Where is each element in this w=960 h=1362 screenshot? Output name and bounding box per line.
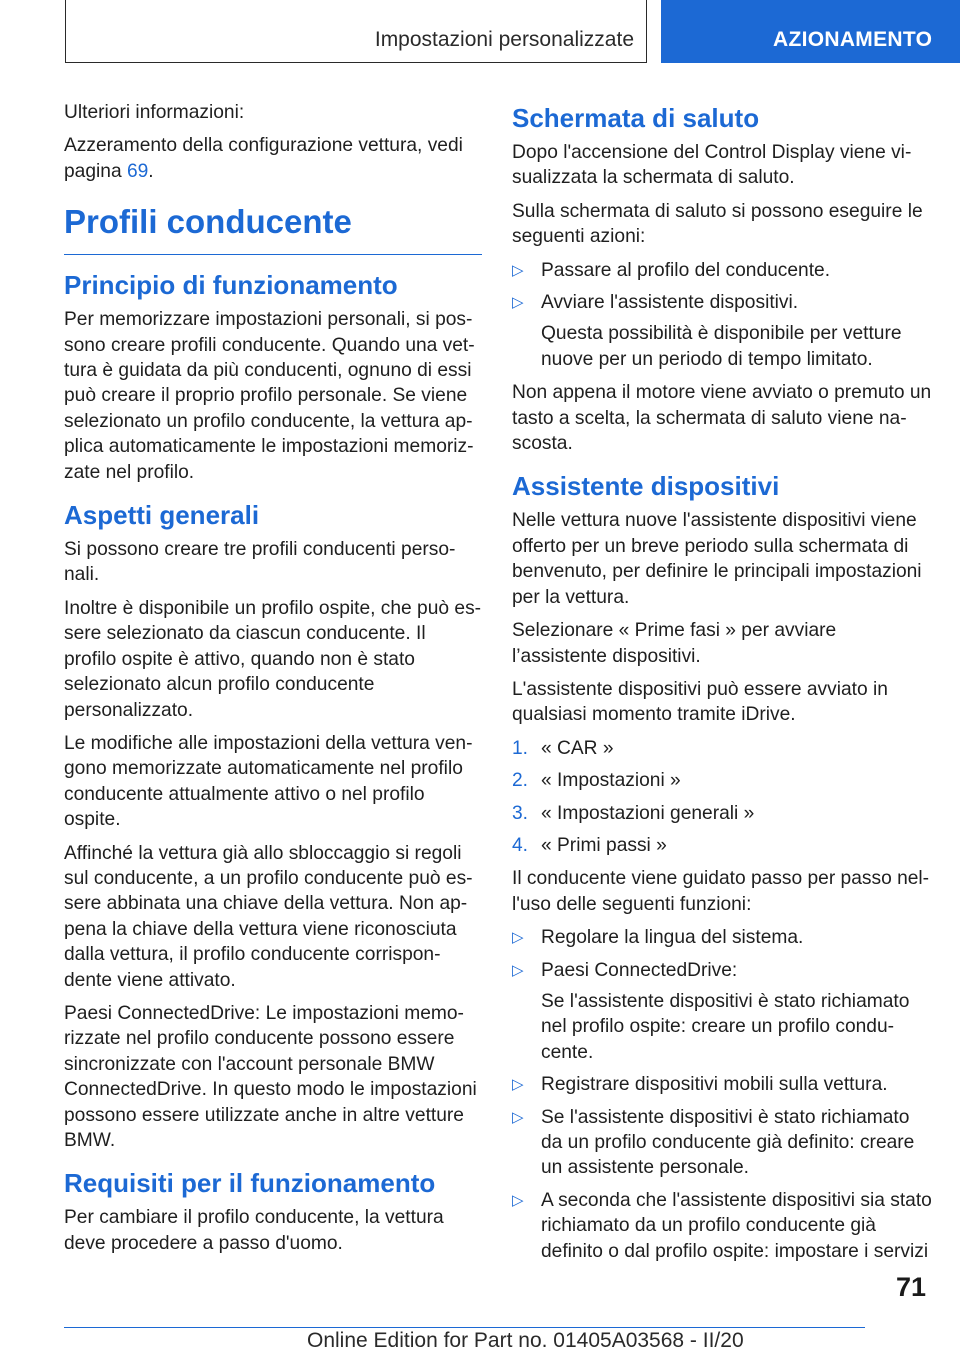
assistente-text-4: Il conducente viene guidato passo per passo nel-l'uso delle seguenti funzioni: <box>512 868 930 915</box>
list-item: ▷ Paesi ConnectedDrive: Se l'assistente dispositivi è stato richiamato nel profilo ospite: creare un profilo condu-cente. <box>512 958 932 1066</box>
list-item: ▷ Registrare dispositivi mobili sulla vettura. <box>512 1072 932 1097</box>
reset-reference: Azzeramento della configurazione vettura, vedi pagina 69. <box>64 135 463 182</box>
aspetti-heading: Aspetti generali <box>64 500 260 531</box>
list-item: ▷ Se l'assistente dispositivi è stato richiamato da un profilo conducente già definito: creare un assistente personale. <box>512 1106 915 1179</box>
more-info-label: Ulteriori informazioni: <box>64 102 245 123</box>
list-item: ▷ Regolare la lingua del sistema. <box>512 925 932 950</box>
step-number: 4. <box>512 834 529 856</box>
section-title: Impostazioni personalizzate <box>374 28 634 51</box>
functions-list <box>512 925 932 1264</box>
step-number: 2. <box>512 770 529 792</box>
chapter-tab-label: AZIONAMENTO <box>773 28 933 51</box>
aspetti-text-5: Paesi ConnectedDrive: Le impostazioni memo-rizzate nel profilo conducente possono essere sincronizzate con l'account personale BMW ConnectedDrive. In questo modo le impostazioni possono essere utilizzate anche in altre vetture BMW. <box>64 1002 477 1151</box>
triangle-bullet-icon: ▷ <box>512 929 524 947</box>
triangle-bullet-icon: ▷ <box>512 1076 524 1094</box>
page-number: 71 <box>895 1272 926 1302</box>
edition-footer: Online Edition for Part no. 01405A03568 - II/20 <box>307 1329 744 1352</box>
step-item: 3. « Impostazioni generali » <box>512 801 932 826</box>
assistente-text-1: Nelle vettura nuove l'assistente dispositivi viene offerto per un breve periodo sulla schermata di benvenuto, per definire le principali impostazioni per la vettura. <box>512 510 922 608</box>
chapter-tab[interactable] <box>661 0 960 63</box>
requisiti-heading: Requisiti per il funzionamento <box>64 1168 436 1199</box>
left-column <box>64 100 482 1264</box>
aspetti-text-4: Affinché la vettura già allo sbloccaggio si regoli sul conducente, a un profilo conducente può es-sere abbinata una chiave della vettura. Non ap-pena la chiave della vettura viene riconosciuta dalla vettura, il profilo conducente corrispon-dente viene attivato. <box>64 842 473 991</box>
assistente-text-2: Selezionare « Prime fasi » per avviare l’assistente dispositivi. <box>512 620 837 667</box>
principio-text: Per memorizzare impostazioni personali, si pos-sono creare profili conducente. Quando una vet-tura è guidata da più conducenti, ognuno di essi può creare il proprio profilo personale. Se viene selezionato un profilo conducente, la vettura ap-plica automaticamente le impostazioni memoriz-zate nel profilo. <box>64 309 475 483</box>
triangle-bullet-icon: ▷ <box>512 961 524 979</box>
footer-divider <box>64 1327 865 1328</box>
assistente-text-3: L'assistente dispositivi può essere avviato in qualsiasi momento tramite iDrive. <box>512 678 888 726</box>
list-item: ▷ Avviare l'assistente dispositivi. Questa possibilità è disponibile per vetture nuove per un periodo di tempo limitato. <box>512 290 932 372</box>
right-column <box>512 100 932 1272</box>
list-item-note: Questa possibilità è disponibile per vetture nuove per un periodo di tempo limitato. <box>541 323 902 370</box>
aspetti-text-2: Inoltre è disponibile un profilo ospite, che può es-sere selezionato da ciascun conducente. Il profilo ospite è attivo, quando non è stato selezionato alcun profilo conducente personalizzato. <box>64 597 482 721</box>
saluto-text-3: Non appena il motore viene avviato o premuto un tasto a scelta, la schermata di saluto viene na-scosta. <box>512 382 932 455</box>
triangle-bullet-icon: ▷ <box>512 261 524 279</box>
saluto-heading: Schermata di saluto <box>512 103 760 133</box>
page-link[interactable]: 69 <box>126 160 149 182</box>
saluto-text-1: Dopo l'accensione del Control Display viene vi-sualizzata la schermata di saluto. <box>512 142 912 189</box>
step-number: 1. <box>512 737 529 759</box>
requisiti-text: Per cambiare il profilo conducente, la vettura deve procedere a passo d'uomo. <box>64 1207 444 1254</box>
aspetti-text-1: Si possono creare tre profili conducenti perso-nali. <box>64 539 456 586</box>
list-item: ▷ A seconda che l'assistente dispositivi sia stato richiamato da un profilo conducente già definito o dal profilo ospite: impostare i servizi <box>512 1189 932 1262</box>
aspetti-text-3: Le modifiche alle impostazioni della vettura ven-gono memorizzate automaticamente nel profilo conducente attualmente attivo o nel profilo ospite. <box>64 732 473 831</box>
step-number: 3. <box>512 802 529 824</box>
triangle-bullet-icon: ▷ <box>512 1191 524 1209</box>
step-item: 1. « CAR » <box>512 736 932 761</box>
step-item: 4. « Primi passi » <box>512 833 932 858</box>
assistente-heading: Assistente dispositivi <box>512 471 780 502</box>
saluto-action-list <box>512 258 932 373</box>
chapter-heading: Profili conducente <box>64 200 482 255</box>
triangle-bullet-icon: ▷ <box>512 294 524 312</box>
step-item: 2. « Impostazioni » <box>512 768 932 793</box>
list-item: ▷ Passare al profilo del conducente. <box>512 258 932 283</box>
saluto-text-2: Sulla schermata di saluto si possono eseguire le seguenti azioni: <box>512 200 923 248</box>
principio-heading: Principio di funzionamento <box>64 270 398 301</box>
header-section-box <box>65 0 647 63</box>
triangle-bullet-icon: ▷ <box>512 1108 524 1126</box>
steps-list <box>512 736 932 859</box>
list-item-note: Se l'assistente dispositivi è stato richiamato nel profilo ospite: creare un profilo condu-cente. <box>541 990 910 1063</box>
